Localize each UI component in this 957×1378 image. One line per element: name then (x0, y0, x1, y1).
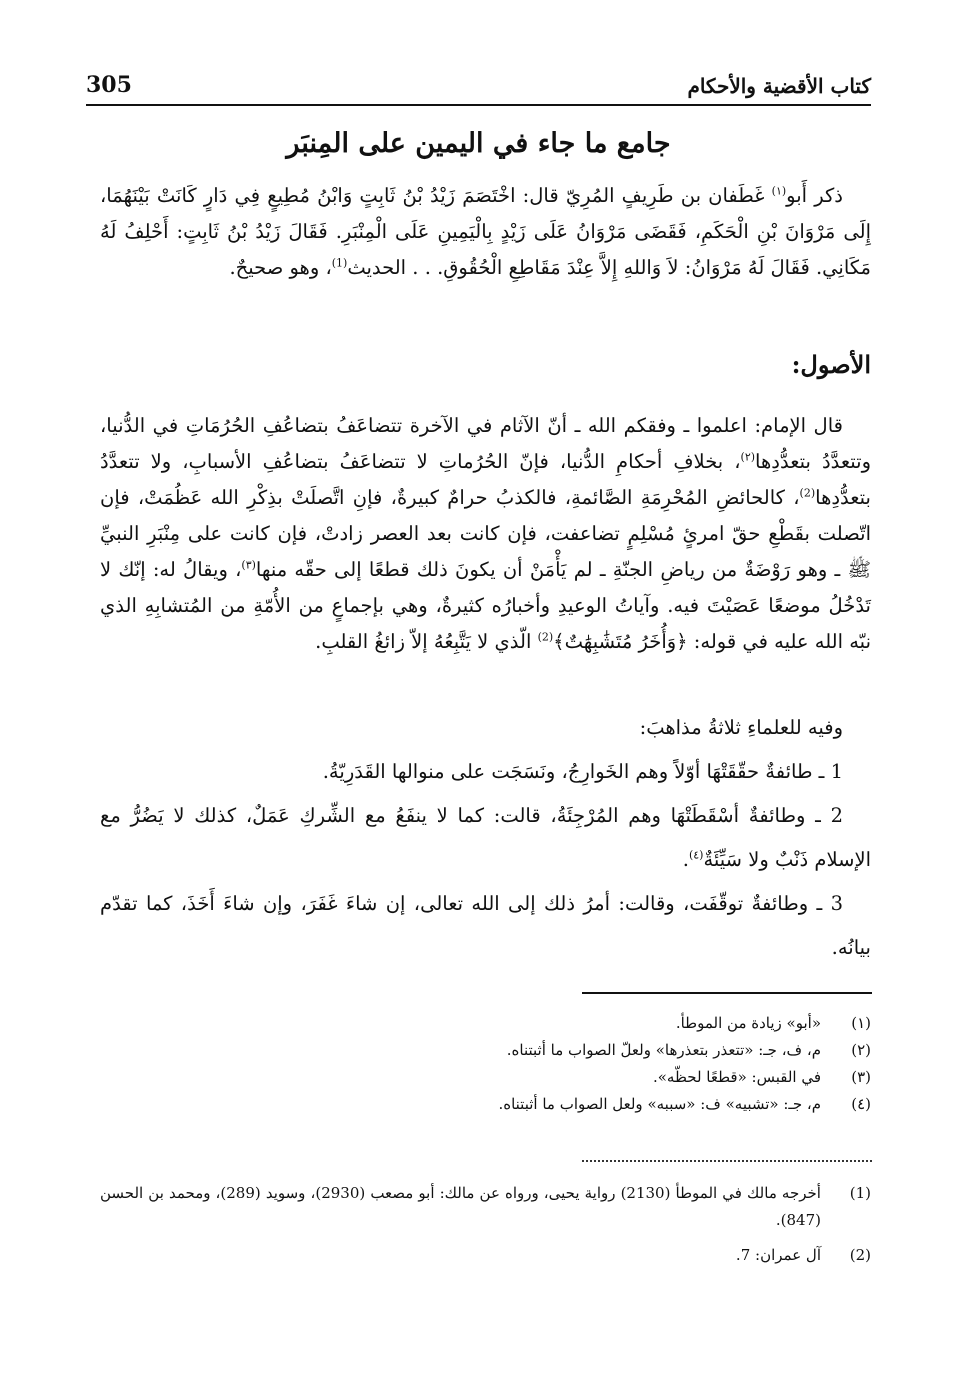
footnote-ref: (2) (799, 486, 816, 500)
list-item-text: 2 ـ وطائفةٌ أسْقَطَتْهَا وهم المُرْجِئَةُ، قالت: كما لا ينفَعُ مع الشِّركِ عَمَلٌ، كذلك لا يَضُرُّ مع الإسلام ذَنْبٌ ولا سَيِّئَةٌ (100, 804, 871, 871)
header-rule (86, 104, 871, 106)
chapter-title: جامع ما جاء في اليمين على المِنبَر (286, 128, 671, 159)
footnote-ref: (1) (331, 256, 348, 270)
footnote-item (100, 1064, 871, 1091)
list-item: 1 ـ طائفةٌ حقّقَتْهَا أوّلاً وهم الخَوارِجُ، ونَسَجَت على منوالها القَدَرِيّةُ. (322, 760, 843, 783)
footnote-text: في القبس: «قطعًا لحظّه». (652, 1068, 821, 1086)
usul-paragraph (100, 408, 871, 660)
book-title: كتاب الأقضية والأحكام (687, 74, 871, 98)
footnote-item (100, 1037, 871, 1064)
footnote-number: (١) (851, 1014, 871, 1032)
footnote-text: آل عمران: 7. (735, 1246, 821, 1264)
page-number: 305 (86, 72, 132, 98)
footnote-item (100, 1010, 871, 1037)
footnote-item (100, 1180, 871, 1234)
list-item-tail: . (682, 848, 689, 871)
footnote-text: م، جـ: «تشبيه» ف: «سببه» ولعل الصواب ما أثبتناه. (498, 1095, 821, 1113)
footnote-separator (582, 992, 872, 994)
footnote-text: م، ف، جـ: «تتعذر بتعذرها» ولعلّ الصواب ما أثبتناه. (506, 1041, 821, 1059)
madhahib-list (100, 706, 871, 970)
footnote-ref: (2) (537, 630, 554, 644)
footnote-ref: (١) (771, 184, 787, 198)
usul-text-e: الّذي لا يَتَّبِعُهُ إلاّ زائغُ القلبِ. (315, 630, 538, 653)
footnote-item (100, 1091, 871, 1118)
footnote-number: (2) (849, 1246, 871, 1264)
hadith-text-3: ، وهو صحيحٌ. (229, 256, 332, 279)
editor-footnotes (100, 1010, 871, 1118)
footnote-ref: (٢) (740, 450, 756, 464)
list-item: 3 ـ وطائفةٌ توقّفَت، وقالت: أمرُ ذلك إلى الله تعالى، إن شاءَ غَفَرَ، وإن شاءَ أَخَذَ، كما تقدّم بيانُه. (100, 892, 871, 959)
footnote-text: أخرجه مالك في الموطأ (2130) رواية يحيى، ورواه عن مالك: أبو مصعب (2930)، وسويد (289)، ومحمد بن الحسن (847). (100, 1184, 821, 1229)
footnote-dotted-separator (582, 1160, 872, 1162)
footnote-text: «أبو» زيادة من الموطأ. (675, 1014, 821, 1032)
list-item (100, 794, 871, 882)
section-heading: الأصول: (791, 350, 871, 379)
usul-text-a: قال الإمام: اعلموا ـ وفقكم الله ـ أنّ الآثام في الآخرة تتضاعَفُ بتضاعُفِ الحُرُمَاتِ في الدُّنيا، وتتعدَّدُ بتعدُّدِها (100, 414, 871, 473)
usul-text-c: ، كالحائضِ المُحْرِمَةِ الصَّائمةِ، فالكذبُ حرامٌ كبيرةٌ، فإنِ اتَّصلَتْ بذِكْرِ الله عَظُمَتْ، فإن اتّصلت بقَطْعِ حقّ امرئٍ مُسْلِمٍ تضاعفت، فإن كانت بعد العصر زادتْ، فإن كانت على مِنْبَرِ النبيِّ ﷺ ـ وهو رَوْضَةٌ من رياضِ الجنّةِ ـ لم يَأْمَنْ أن يكونَ ذلك قطعًا إلى حقّه منها (100, 486, 871, 581)
footnote-number: (٣) (851, 1068, 871, 1086)
footnote-number: (٤) (851, 1095, 871, 1113)
usul-text-b: ، بخلافِ أحكامِ الدُّنيا، فإنّ الحُرُماتِ لا تتضاعَفُ بتضاعُفِ الأسبابِ، ولا تتعدَّدُ بتعدُّدِها (100, 450, 871, 509)
footnote-number: (٢) (851, 1041, 871, 1059)
footnote-number: (1) (849, 1184, 871, 1202)
madhahib-intro: وفيه للعلماءِ ثلاثةُ مذاهبَ: (639, 716, 843, 739)
footnote-ref: (٤) (688, 848, 704, 862)
footnote-ref: (٣) (241, 558, 256, 572)
footnote-item (100, 1242, 871, 1269)
usul-text-d: ، ويقالُ له: إنّك لا تَدْخُلُ موضعًا عَصَيْتَ فيه. وآياتُ الوعيدِ وأخبارُه كثيرةٌ، وهي بإجماعٍ من الأُمّةِ من المُتشابِهِ الذي نبّه الله عليه في قوله: ﴿وَأُخَرُ مُتَشَٰبِهَٰتٌ﴾ (100, 558, 871, 653)
source-footnotes (100, 1180, 871, 1269)
hadith-text-1: ذكر أَبو (786, 184, 843, 207)
hadith-paragraph (100, 178, 871, 286)
hadith-text-2: غَطَفان بن طَرِيفٍ المُرِيّ قال: اخْتَصَمَ زَيْدُ بْنُ ثَابِتٍ وَابْنُ مُطِيعٍ فِي دَارٍ كَانَتْ بَيْنَهُمَا، إِلَى مَرْوَانَ بْنِ الْحَكَمِ، فَقَضَى مَرْوَانُ عَلَى زَيْدٍ بِالْيَمِينِ عَلَى الْمِنْبَرِ. فَقَالَ زَيْدُ بْنُ ثَابِتٍ: أَحْلِفُ لَهُ مَكَانِي. فَقَالَ لَهُ مَرْوَانُ: لاَ وَاللهِ إِلاَّ عِنْدَ مَقَاطِعِ الْحُقُوقِ. . . الحديث (100, 184, 871, 279)
